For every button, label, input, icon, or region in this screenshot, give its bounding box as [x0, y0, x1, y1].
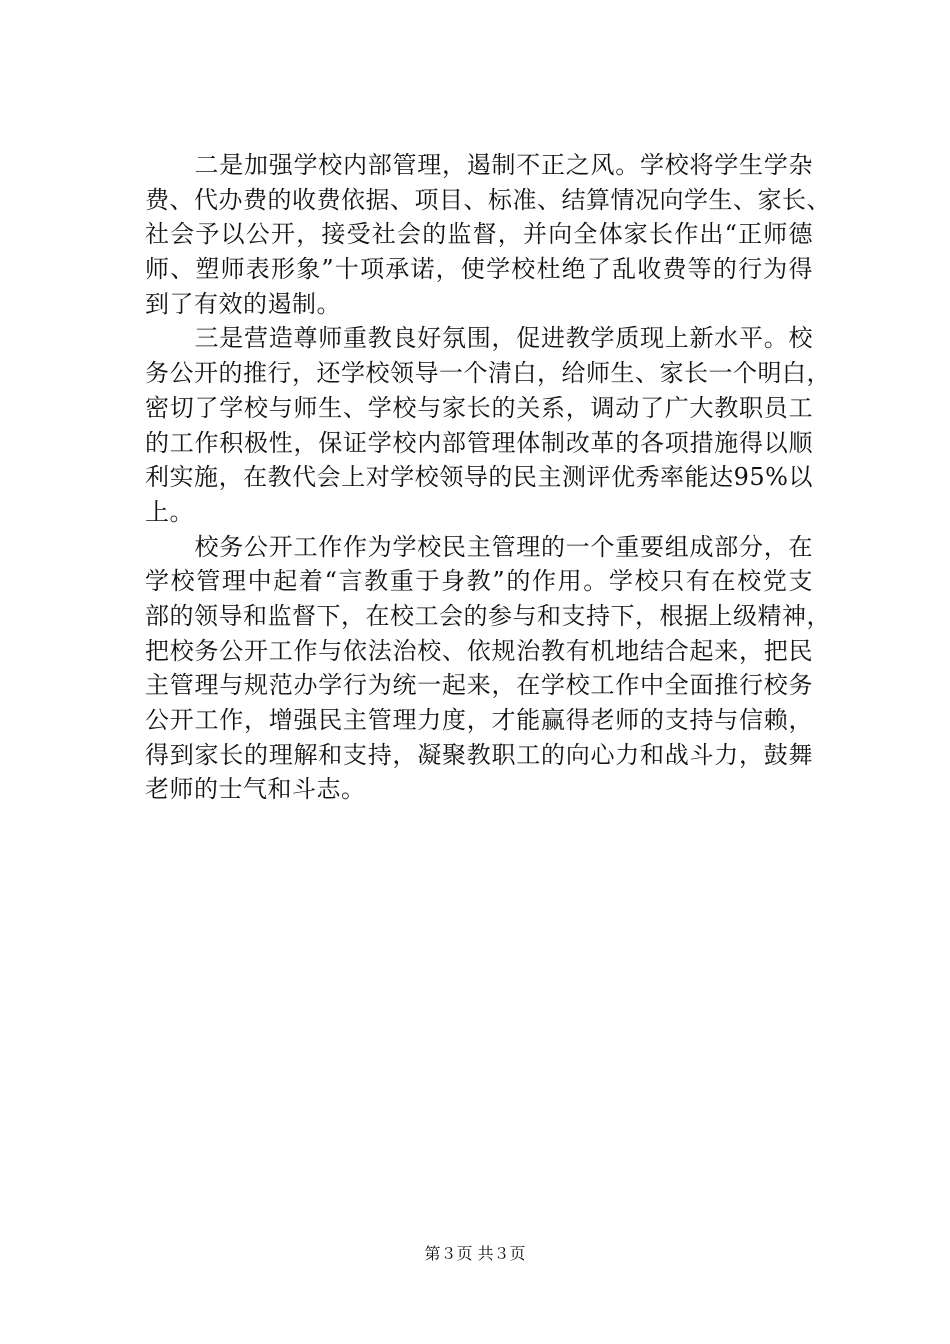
text-line: 利实施，在教代会上对学校领导的民主测评优秀率能达95%以 [145, 463, 813, 492]
text-line: 把校务公开工作与依法治校、依规治教有机地结合起来，把民 [145, 636, 813, 665]
paragraph-2 [145, 321, 831, 529]
document-body [145, 148, 831, 807]
text-line: 公开工作，增强民主管理力度，才能赢得老师的支持与信赖， [145, 706, 813, 734]
text-line: 得到家长的理解和支持，凝聚教职工的向心力和战斗力，鼓舞 [145, 740, 813, 769]
text-line: 费、代办费的收费依据、项目、标准、结算情况向学生、家长、 [145, 185, 831, 214]
text-line: 密切了学校与师生、学校与家长的关系，调动了广大教职员工 [145, 393, 813, 422]
paragraph-1 [145, 148, 831, 321]
text-line: 部的领导和监督下，在校工会的参与和支持下，根据上级精神， [145, 601, 831, 630]
page-number: 第３页 共３页 [424, 1244, 526, 1263]
text-line: 校务公开工作作为学校民主管理的一个重要组成部分，在 [145, 532, 813, 561]
text-line: 二是加强学校内部管理，遏制不正之风。学校将学生学杂 [145, 151, 813, 179]
text-line: 到了有效的遏制。 [145, 289, 341, 318]
text-line: 上。 [145, 497, 194, 526]
text-line: 的工作积极性，保证学校内部管理体制改革的各项措施得以顺 [145, 428, 813, 457]
text-line: 老师的士气和斗志。 [145, 775, 366, 804]
text-line: 三是营造尊师重教良好氛围，促进教学质现上新水平。校 [145, 324, 813, 353]
text-line: 学校管理中起着“言教重于身教”的作用。学校只有在校党支 [145, 567, 813, 596]
text-line: 师、塑师表形象”十项承诺，使学校杜绝了乱收费等的行为得 [145, 255, 813, 284]
text-line: 社会予以公开，接受社会的监督，并向全体家长作出“正师德 [145, 220, 813, 249]
paragraph-3 [145, 530, 831, 808]
text-line: 务公开的推行，还学校领导一个清白，给师生、家长一个明白， [145, 359, 831, 388]
page-footer [0, 1244, 950, 1264]
text-line: 主管理与规范办学行为统一起来，在学校工作中全面推行校务 [145, 671, 813, 700]
